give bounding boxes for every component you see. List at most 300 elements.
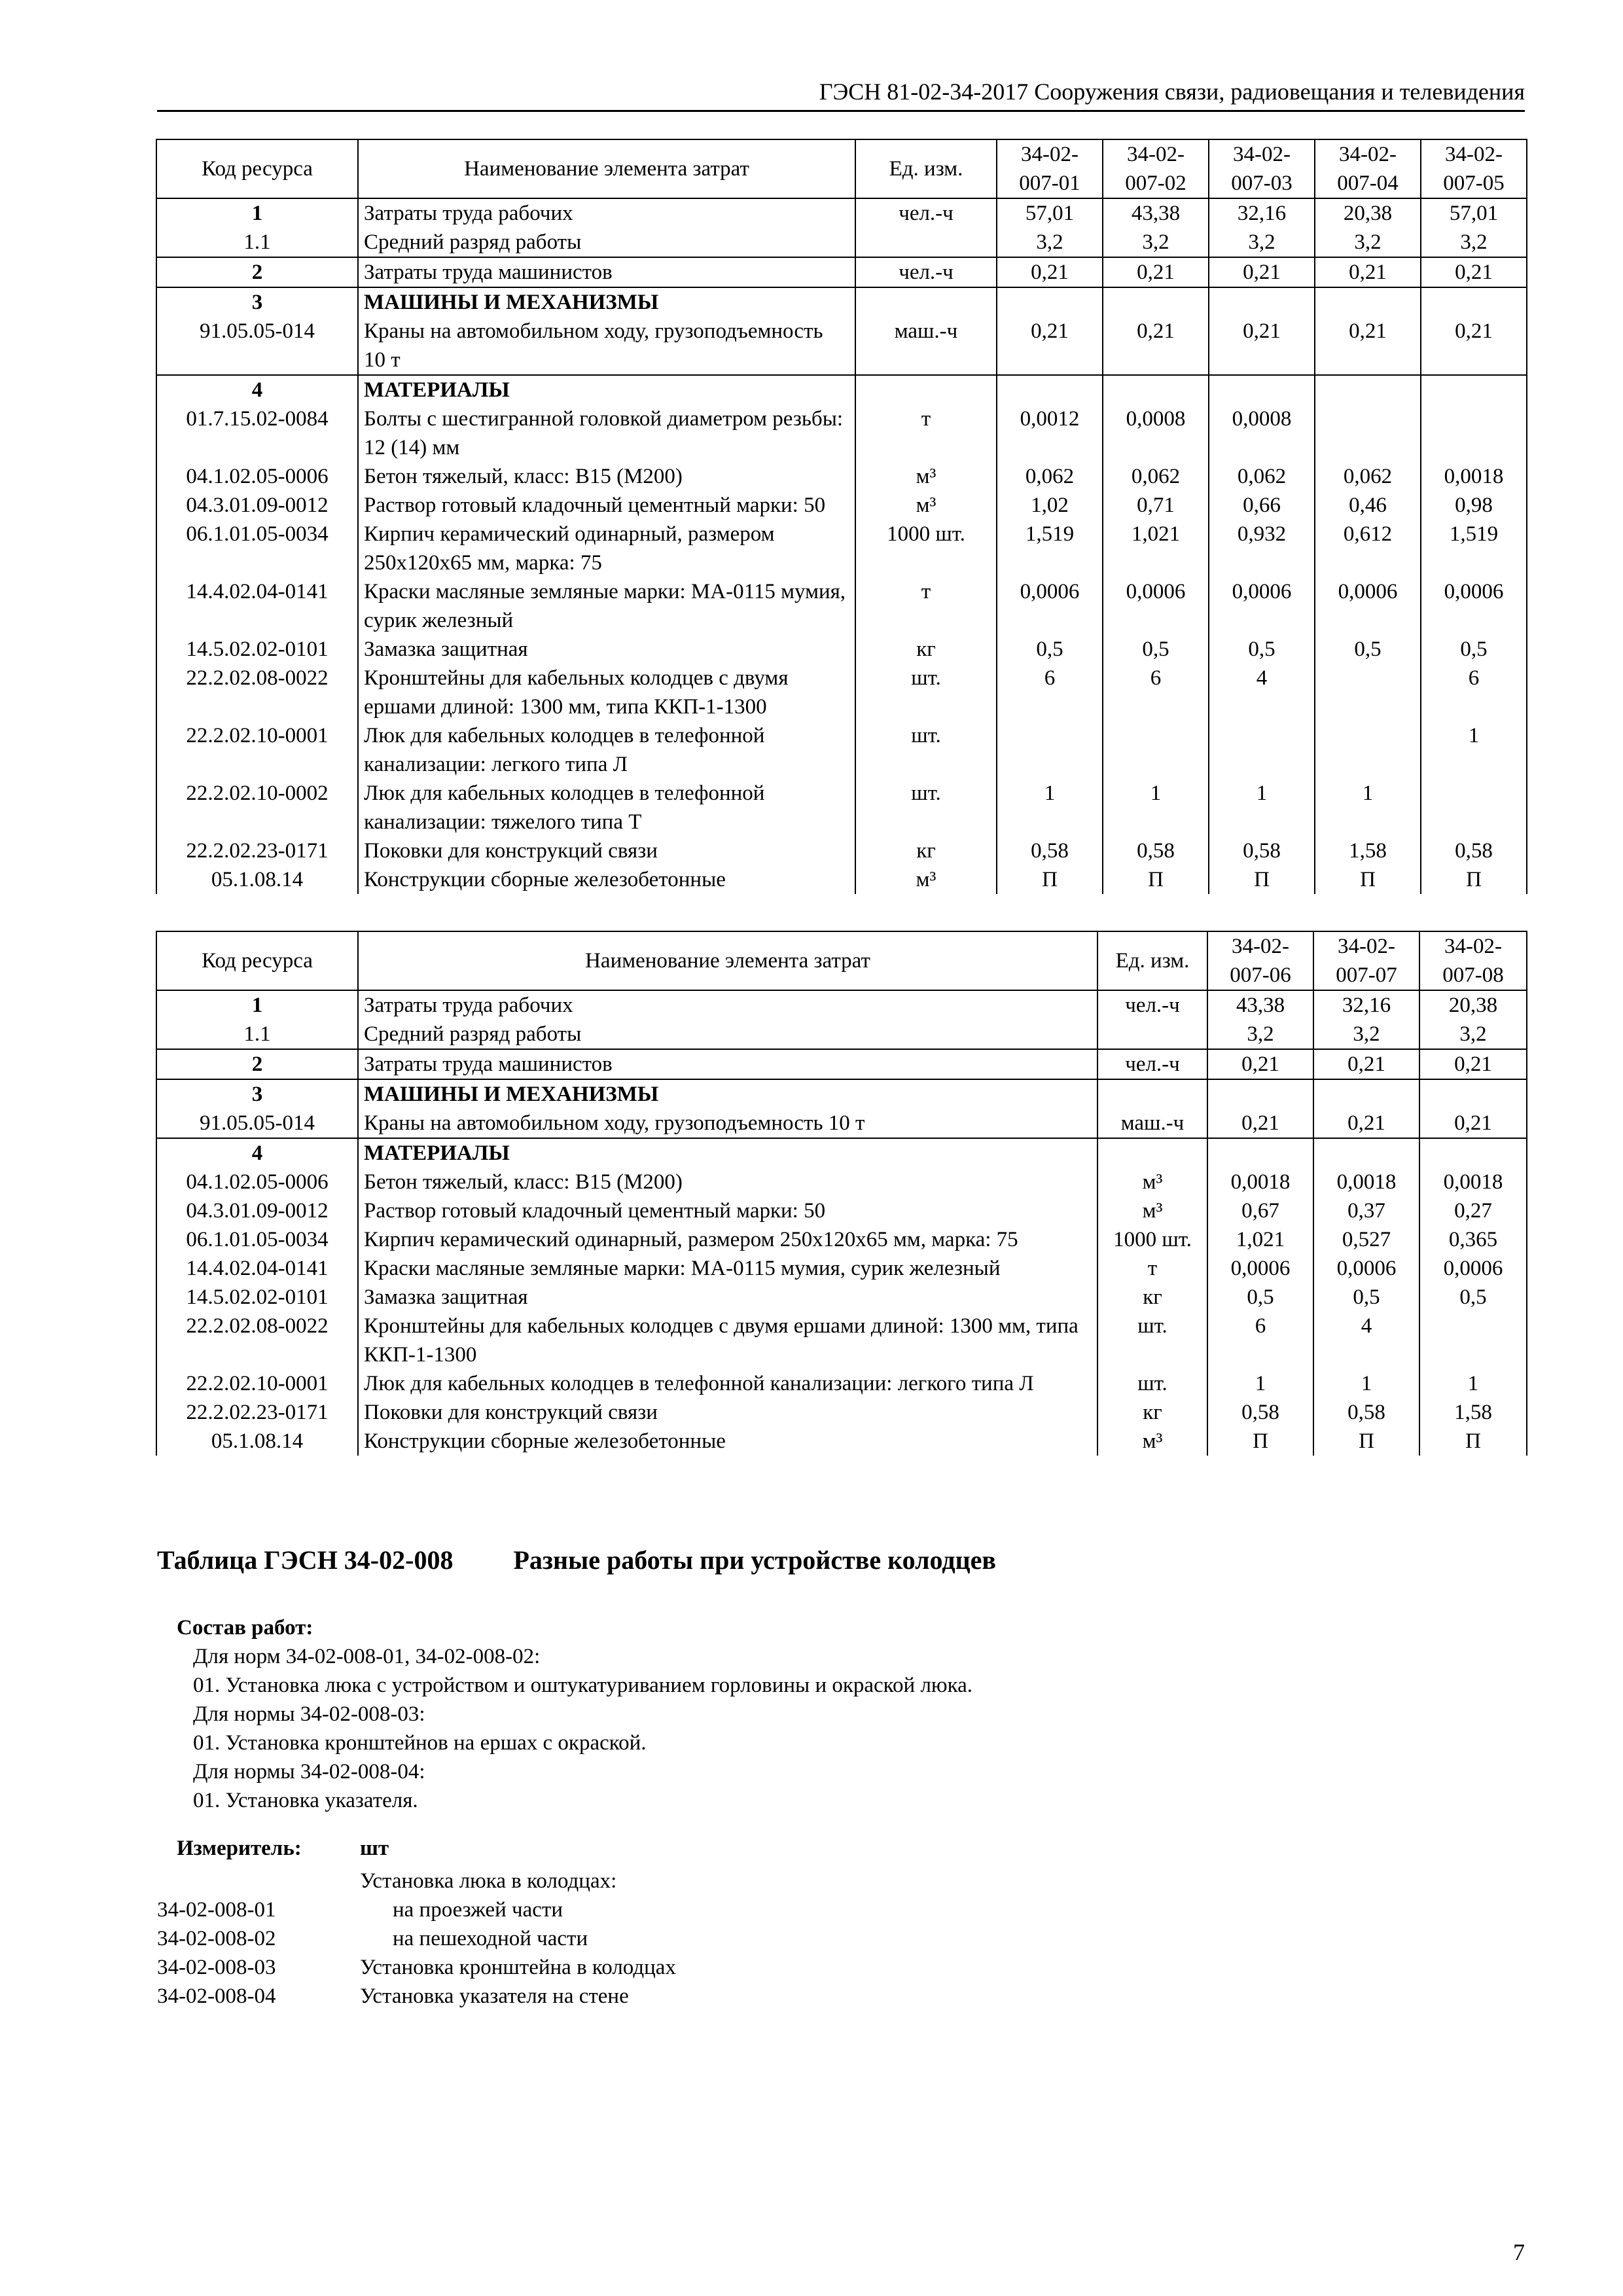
resource-unit: м³ [1097, 1427, 1207, 1456]
resource-value: 0,0006 [997, 577, 1103, 635]
column-header: Наименование элемента затрат [358, 931, 1097, 990]
resource-value [1315, 664, 1421, 721]
resource-value: 32,16 [1313, 990, 1419, 1020]
resource-unit: шт. [1097, 1312, 1207, 1369]
resource-value: 0,21 [1207, 1049, 1313, 1079]
resource-name: МАШИНЫ И МЕХАНИЗМЫ [358, 1079, 1097, 1109]
resource-code: 3 [156, 287, 358, 317]
resource-value: 0,37 [1313, 1196, 1419, 1225]
resource-value: 0,21 [1209, 257, 1315, 287]
resource-value: 1,519 [997, 520, 1103, 577]
resource-unit: маш.-ч [1097, 1109, 1207, 1138]
table-row [156, 462, 1527, 491]
resource-value: П [1419, 1427, 1527, 1456]
resource-name: Болты с шестигранной головкой диаметром резьбы: 12 (14) мм [358, 404, 855, 462]
resource-code: 06.1.01.05-0034 [156, 1225, 358, 1254]
resource-name: Кронштейны для кабельных колодцев с двумя ершами длиной: 1300 мм, типа ККП-1-1300 [358, 1312, 1097, 1369]
column-header: 34-02-007-06 [1207, 931, 1313, 990]
table-row [156, 1254, 1527, 1283]
resource-value: 0,21 [1419, 1109, 1527, 1138]
resource-value: 0,21 [1103, 257, 1209, 287]
table-row [156, 1020, 1527, 1049]
resource-value: 0,21 [1315, 257, 1421, 287]
resource-value [1103, 375, 1209, 404]
resource-value: 1,519 [1421, 520, 1527, 577]
resource-value: 0,5 [1103, 635, 1209, 664]
resource-value: 20,38 [1315, 198, 1421, 228]
resource-value: 0,0008 [1209, 404, 1315, 462]
resource-value: 0,932 [1209, 520, 1315, 577]
resource-unit: 1000 шт. [1097, 1225, 1207, 1254]
table-row [156, 1079, 1527, 1109]
resource-value: П [1421, 865, 1527, 894]
resource-name: Конструкции сборные железобетонные [358, 865, 855, 894]
section-title-label: Таблица ГЭСН 34-02-008 [157, 1545, 454, 1575]
resource-value: 3,2 [1207, 1020, 1313, 1049]
table-row [156, 1427, 1527, 1456]
resource-unit: кг [1097, 1283, 1207, 1312]
resource-value [1103, 721, 1209, 779]
resource-value: 0,58 [1209, 836, 1315, 865]
resource-code: 91.05.05-014 [156, 317, 358, 375]
resource-value [1209, 375, 1315, 404]
resource-value: П [1103, 865, 1209, 894]
resource-unit [855, 228, 997, 257]
resource-code: 04.3.01.09-0012 [156, 1196, 358, 1225]
column-header: Наименование элемента затрат [358, 139, 855, 198]
work-line: 01. Установка люка с устройством и оштукатуриванием горловины и окраской люка. [193, 1674, 972, 1697]
resource-value: 1 [1313, 1369, 1419, 1398]
running-header: ГЭСН 81-02-34-2017 Сооружения связи, радиовещания и телевидения [157, 73, 1525, 112]
resource-name: МАШИНЫ И МЕХАНИЗМЫ [358, 287, 855, 317]
resource-value [1207, 1138, 1313, 1168]
work-line: Для нормы 34-02-008-04: [193, 1760, 425, 1784]
resource-value: 0,527 [1313, 1225, 1419, 1254]
resource-unit: кг [855, 635, 997, 664]
resource-value: 0,66 [1209, 491, 1315, 520]
resource-name: Раствор готовый кладочный цементный марки: 50 [358, 491, 855, 520]
section-title-text: Разные работы при устройстве колодцев [513, 1545, 997, 1575]
resource-code: 05.1.08.14 [156, 865, 358, 894]
resource-value: 1,021 [1103, 520, 1209, 577]
table-row [156, 1168, 1527, 1196]
table-row [156, 990, 1527, 1020]
resource-unit: м³ [1097, 1168, 1207, 1196]
resource-code: 22.2.02.08-0022 [156, 1312, 358, 1369]
table-row [156, 1109, 1527, 1138]
resource-name: Затраты труда машинистов [358, 1049, 1097, 1079]
column-header: Код ресурса [156, 931, 358, 990]
resource-value [1419, 1138, 1527, 1168]
resource-value: 0,0006 [1209, 577, 1315, 635]
resource-value: 1 [1103, 779, 1209, 836]
resource-unit: м³ [855, 865, 997, 894]
resource-name: Краны на автомобильном ходу, грузоподъемность 10 т [358, 317, 855, 375]
table-row [156, 1369, 1527, 1398]
resource-code: 14.4.02.04-0141 [156, 577, 358, 635]
measure-text: на проезжей части [393, 1898, 563, 1922]
resource-value [1315, 404, 1421, 462]
resource-value: 0,58 [1207, 1398, 1313, 1427]
resource-value: 20,38 [1419, 990, 1527, 1020]
resource-value: 1 [1315, 779, 1421, 836]
measure-group: Установка люка в колодцах: [360, 1869, 617, 1893]
resource-value: 1 [997, 779, 1103, 836]
resource-unit: м³ [855, 462, 997, 491]
resource-name: Замазка защитная [358, 635, 855, 664]
resource-value: 1 [1209, 779, 1315, 836]
table-row [156, 1398, 1527, 1427]
measure-code: 34-02-008-01 [157, 1898, 276, 1922]
resource-value: 1 [1419, 1369, 1527, 1398]
resource-unit: м³ [1097, 1196, 1207, 1225]
resource-value: 0,0006 [1207, 1254, 1313, 1283]
resource-value [1419, 1312, 1527, 1369]
resource-value: 0,365 [1419, 1225, 1527, 1254]
resource-value [1313, 1079, 1419, 1109]
resource-name: Конструкции сборные железобетонные [358, 1427, 1097, 1456]
resource-name: Кирпич керамический одинарный, размером 250х120х65 мм, марка: 75 [358, 1225, 1097, 1254]
resource-value: 0,5 [1421, 635, 1527, 664]
resource-value: 0,612 [1315, 520, 1421, 577]
resource-value: 6 [1421, 664, 1527, 721]
table-row [156, 257, 1527, 287]
page-number: 7 [1513, 2239, 1525, 2265]
resource-code: 3 [156, 1079, 358, 1109]
measure-code: 34-02-008-02 [157, 1927, 276, 1950]
column-header: 34-02-007-07 [1313, 931, 1419, 990]
resource-value: 0,0006 [1421, 577, 1527, 635]
measure-text: Установка указателя на стене [360, 1984, 629, 2008]
work-line: Для нормы 34-02-008-03: [193, 1702, 425, 1726]
table-row [156, 577, 1527, 635]
resource-value: 0,0006 [1419, 1254, 1527, 1283]
measure-text: Установка кронштейна в колодцах [360, 1956, 676, 1979]
resource-value: 0,062 [1315, 462, 1421, 491]
resource-value: 4 [1313, 1312, 1419, 1369]
resource-code: 1 [156, 198, 358, 228]
table-row [156, 779, 1527, 836]
resource-code: 22.2.02.10-0002 [156, 779, 358, 836]
table-row [156, 1138, 1527, 1168]
resource-value: 0,5 [1209, 635, 1315, 664]
resource-code: 1.1 [156, 1020, 358, 1049]
resource-code: 1.1 [156, 228, 358, 257]
resource-value: 0,21 [1313, 1049, 1419, 1079]
resource-name: Бетон тяжелый, класс: В15 (М200) [358, 462, 855, 491]
resource-value: 0,0006 [1315, 577, 1421, 635]
table-row [156, 865, 1527, 894]
resource-value: 0,67 [1207, 1196, 1313, 1225]
column-header: 34-02-007-04 [1315, 139, 1421, 198]
table-row [156, 1049, 1527, 1079]
resource-name: Краны на автомобильном ходу, грузоподъемность 10 т [358, 1109, 1097, 1138]
resource-code: 22.2.02.10-0001 [156, 721, 358, 779]
resource-code: 14.5.02.02-0101 [156, 1283, 358, 1312]
resource-name: МАТЕРИАЛЫ [358, 375, 855, 404]
table-row [156, 836, 1527, 865]
work-line: Для норм 34-02-008-01, 34-02-008-02: [193, 1645, 541, 1668]
resource-value: 0,062 [1103, 462, 1209, 491]
resource-value: 0,21 [1313, 1109, 1419, 1138]
resource-value: 1 [1421, 721, 1527, 779]
resource-value [1209, 287, 1315, 317]
resource-value [1419, 1079, 1527, 1109]
resource-value [1103, 287, 1209, 317]
resource-code: 04.3.01.09-0012 [156, 491, 358, 520]
measure-unit: шт [360, 1837, 389, 1860]
resource-unit [1097, 1020, 1207, 1049]
resource-value: 0,0006 [1103, 577, 1209, 635]
resource-code: 22.2.02.23-0171 [156, 1398, 358, 1427]
resource-code: 14.5.02.02-0101 [156, 635, 358, 664]
resource-value: 1 [1207, 1369, 1313, 1398]
column-header: 34-02-007-05 [1421, 139, 1527, 198]
resource-unit: м³ [855, 491, 997, 520]
column-header: Ед. изм. [1097, 931, 1207, 990]
resource-value: 1,58 [1315, 836, 1421, 865]
resource-value [1315, 287, 1421, 317]
resource-value: 0,5 [997, 635, 1103, 664]
resource-unit: кг [1097, 1398, 1207, 1427]
resource-name: Люк для кабельных колодцев в телефонной канализации: тяжелого типа Т [358, 779, 855, 836]
table-row [156, 721, 1527, 779]
resource-code: 22.2.02.23-0171 [156, 836, 358, 865]
work-composition [177, 1613, 972, 1815]
column-header: 34-02-007-02 [1103, 139, 1209, 198]
table-row [156, 287, 1527, 317]
resource-value: П [997, 865, 1103, 894]
resource-value: 0,21 [1103, 317, 1209, 375]
resource-name: Раствор готовый кладочный цементный марки: 50 [358, 1196, 1097, 1225]
resource-name: Средний разряд работы [358, 228, 855, 257]
resource-value: П [1315, 865, 1421, 894]
resource-name: МАТЕРИАЛЫ [358, 1138, 1097, 1168]
resource-value [1207, 1079, 1313, 1109]
resource-value [1421, 375, 1527, 404]
resource-value: 0,5 [1419, 1283, 1527, 1312]
table-row [156, 198, 1527, 228]
resource-value [1421, 779, 1527, 836]
resource-value: 1,02 [997, 491, 1103, 520]
resource-unit: кг [855, 836, 997, 865]
resource-unit: чел.-ч [1097, 1049, 1207, 1079]
resource-value: 0,21 [1419, 1049, 1527, 1079]
resource-unit [1097, 1138, 1207, 1168]
table-row [156, 375, 1527, 404]
resource-name: Средний разряд работы [358, 1020, 1097, 1049]
resource-value: 0,21 [1207, 1109, 1313, 1138]
resource-name: Замазка защитная [358, 1283, 1097, 1312]
resource-value: 3,2 [1103, 228, 1209, 257]
resource-value: 0,062 [1209, 462, 1315, 491]
resource-name: Люк для кабельных колодцев в телефонной канализации: легкого типа Л [358, 721, 855, 779]
resource-value: 57,01 [1421, 198, 1527, 228]
table-row [156, 317, 1527, 375]
resource-value: 57,01 [997, 198, 1103, 228]
resource-unit: 1000 шт. [855, 520, 997, 577]
resource-unit: т [1097, 1254, 1207, 1283]
resource-value [997, 721, 1103, 779]
resource-value: 0,5 [1315, 635, 1421, 664]
resource-unit: маш.-ч [855, 317, 997, 375]
resource-table-2 [156, 931, 1527, 1456]
resource-value: 3,2 [1313, 1020, 1419, 1049]
resource-value: 3,2 [1419, 1020, 1527, 1049]
column-header: 34-02-007-01 [997, 139, 1103, 198]
table-row [156, 664, 1527, 721]
resource-unit: шт. [855, 664, 997, 721]
resource-name: Кирпич керамический одинарный, размером 250х120х65 мм, марка: 75 [358, 520, 855, 577]
resource-value: 0,21 [1421, 257, 1527, 287]
resource-value: 0,21 [1315, 317, 1421, 375]
resource-value [997, 287, 1103, 317]
resource-name: Затраты труда рабочих [358, 198, 855, 228]
column-header: Код ресурса [156, 139, 358, 198]
table-row [156, 635, 1527, 664]
resource-unit: т [855, 404, 997, 462]
resource-name: Поковки для конструкций связи [358, 1398, 1097, 1427]
resource-value: 0,71 [1103, 491, 1209, 520]
resource-value: 32,16 [1209, 198, 1315, 228]
measure-code: 34-02-008-04 [157, 1984, 276, 2008]
resource-unit: чел.-ч [855, 198, 997, 228]
resource-unit: шт. [855, 721, 997, 779]
resource-name: Затраты труда машинистов [358, 257, 855, 287]
resource-code: 91.05.05-014 [156, 1109, 358, 1138]
resource-value: 0,21 [997, 257, 1103, 287]
section-title [157, 1545, 1056, 1575]
resource-name: Затраты труда рабочих [358, 990, 1097, 1020]
resource-value: 0,5 [1313, 1283, 1419, 1312]
resource-value: 0,0018 [1419, 1168, 1527, 1196]
resource-value: 3,2 [1421, 228, 1527, 257]
measure-block [157, 1834, 1139, 2011]
work-line: 01. Установка кронштейнов на ершах с окраской. [193, 1731, 647, 1755]
table-row [156, 520, 1527, 577]
resource-value: 0,0012 [997, 404, 1103, 462]
resource-value: 43,38 [1103, 198, 1209, 228]
resource-name: Бетон тяжелый, класс: В15 (М200) [358, 1168, 1097, 1196]
resource-value: 0,21 [1209, 317, 1315, 375]
resource-name: Кронштейны для кабельных колодцев с двумя ершами длиной: 1300 мм, типа ККП-1-1300 [358, 664, 855, 721]
resource-value: 1,58 [1419, 1398, 1527, 1427]
resource-value: 3,2 [1315, 228, 1421, 257]
resource-value: 6 [997, 664, 1103, 721]
resource-unit [855, 375, 997, 404]
resource-value: 0,27 [1419, 1196, 1527, 1225]
resource-value: 0,062 [997, 462, 1103, 491]
resource-value [1315, 721, 1421, 779]
resource-unit: шт. [1097, 1369, 1207, 1398]
resource-code: 4 [156, 1138, 358, 1168]
resource-value: 3,2 [1209, 228, 1315, 257]
resource-code: 04.1.02.05-0006 [156, 1168, 358, 1196]
resource-code: 4 [156, 375, 358, 404]
table-row [156, 1283, 1527, 1312]
resource-value: 0,58 [1421, 836, 1527, 865]
table-header-row [156, 139, 1527, 198]
resource-name: Поковки для конструкций связи [358, 836, 855, 865]
resource-value: 4 [1209, 664, 1315, 721]
resource-value: 0,58 [1313, 1398, 1419, 1427]
resource-value: 0,0018 [1207, 1168, 1313, 1196]
resource-code: 2 [156, 1049, 358, 1079]
table-row [156, 1312, 1527, 1369]
resource-name: Люк для кабельных колодцев в телефонной канализации: легкого типа Л [358, 1369, 1097, 1398]
table-row [156, 228, 1527, 257]
resource-code: 22.2.02.10-0001 [156, 1369, 358, 1398]
resource-unit: чел.-ч [855, 257, 997, 287]
resource-value: 43,38 [1207, 990, 1313, 1020]
resource-unit: т [855, 577, 997, 635]
table-row [156, 404, 1527, 462]
resource-code: 14.4.02.04-0141 [156, 1254, 358, 1283]
table-header-row [156, 931, 1527, 990]
resource-table-1 [156, 139, 1527, 894]
resource-value [1313, 1138, 1419, 1168]
resource-unit: шт. [855, 779, 997, 836]
resource-value: П [1313, 1427, 1419, 1456]
resource-value: 3,2 [997, 228, 1103, 257]
resource-code: 05.1.08.14 [156, 1427, 358, 1456]
resource-value: 0,21 [1421, 317, 1527, 375]
resource-value: П [1207, 1427, 1313, 1456]
table-row [156, 1196, 1527, 1225]
work-line: 01. Установка указателя. [193, 1789, 418, 1812]
measure-code: 34-02-008-03 [157, 1956, 276, 1979]
resource-value: 0,0008 [1103, 404, 1209, 462]
resource-code: 1 [156, 990, 358, 1020]
measure-text: на пешеходной части [393, 1927, 588, 1950]
measure-label: Измеритель: [177, 1837, 302, 1860]
resource-unit [1097, 1079, 1207, 1109]
resource-code: 01.7.15.02-0084 [156, 404, 358, 462]
resource-value: 0,21 [997, 317, 1103, 375]
resource-value [997, 375, 1103, 404]
table-row [156, 1225, 1527, 1254]
resource-value [1421, 404, 1527, 462]
resource-value: 0,58 [1103, 836, 1209, 865]
resource-value [1209, 721, 1315, 779]
resource-value: 0,0018 [1421, 462, 1527, 491]
resource-value: 0,5 [1207, 1283, 1313, 1312]
resource-name: Краски масляные земляные марки: МА-0115 мумия, сурик железный [358, 1254, 1097, 1283]
resource-unit [855, 287, 997, 317]
resource-value: 1,021 [1207, 1225, 1313, 1254]
resource-value: 6 [1207, 1312, 1313, 1369]
resource-value: 0,0018 [1313, 1168, 1419, 1196]
resource-value: 0,98 [1421, 491, 1527, 520]
resource-code: 04.1.02.05-0006 [156, 462, 358, 491]
resource-value: П [1209, 865, 1315, 894]
resource-unit: чел.-ч [1097, 990, 1207, 1020]
resource-value [1421, 287, 1527, 317]
work-composition-heading: Состав работ: [177, 1616, 313, 1640]
resource-value: 0,0006 [1313, 1254, 1419, 1283]
column-header: 34-02-007-08 [1419, 931, 1527, 990]
column-header: Ед. изм. [855, 139, 997, 198]
resource-code: 06.1.01.05-0034 [156, 520, 358, 577]
table-row [156, 491, 1527, 520]
resource-code: 2 [156, 257, 358, 287]
resource-name: Краски масляные земляные марки: МА-0115 мумия, сурик железный [358, 577, 855, 635]
resource-value: 0,46 [1315, 491, 1421, 520]
resource-code: 22.2.02.08-0022 [156, 664, 358, 721]
resource-value: 6 [1103, 664, 1209, 721]
column-header: 34-02-007-03 [1209, 139, 1315, 198]
resource-value [1315, 375, 1421, 404]
